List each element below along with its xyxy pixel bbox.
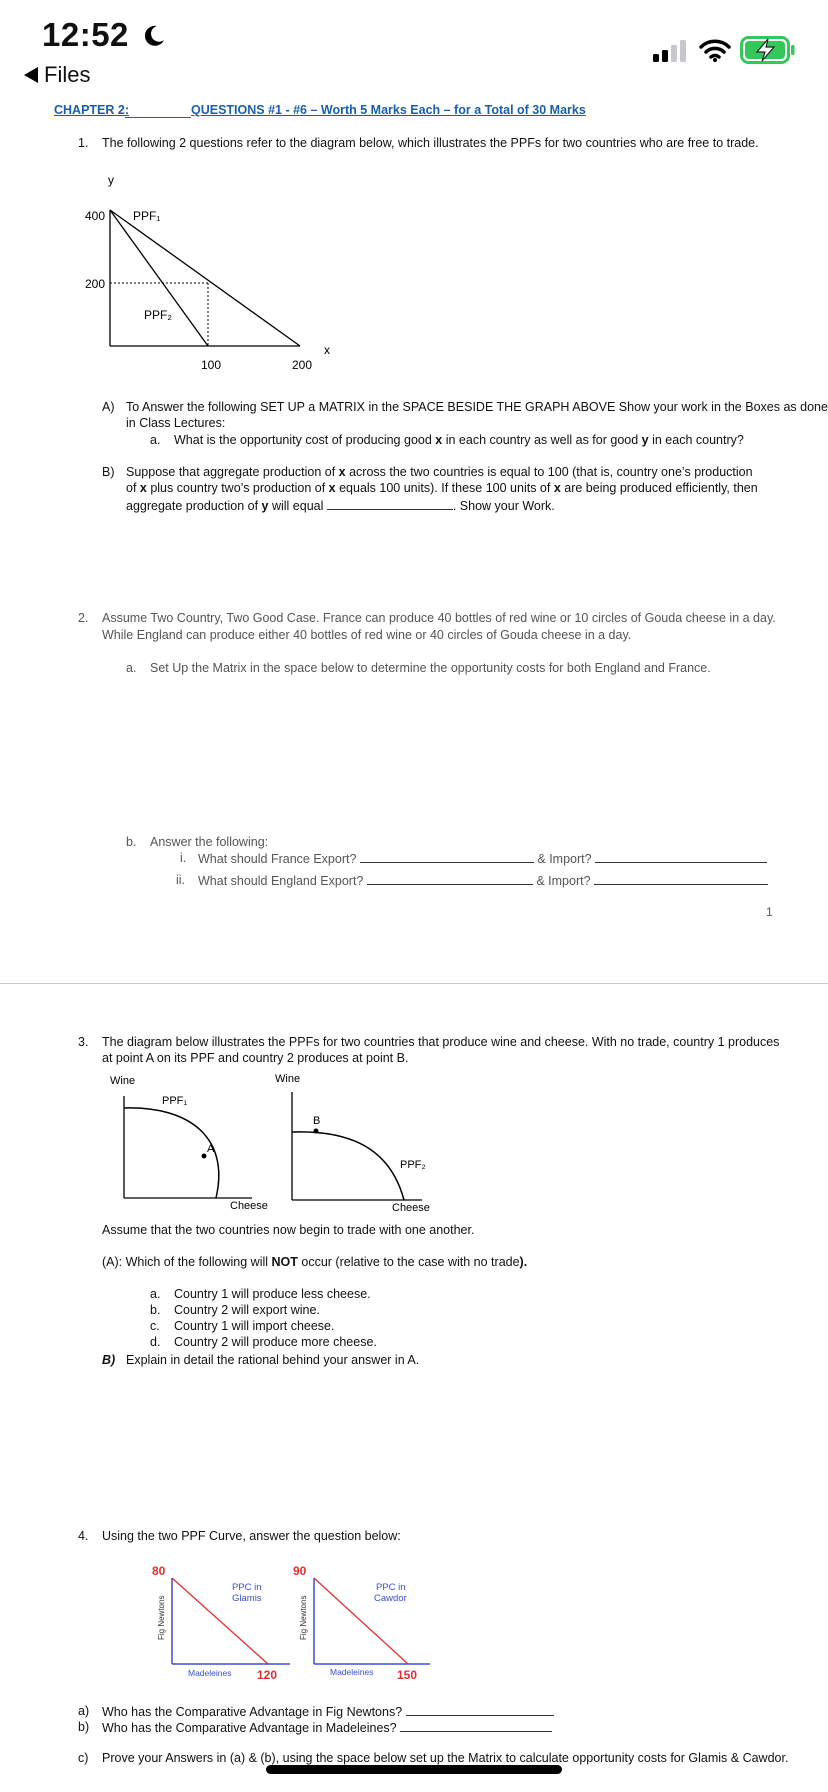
q4-g1-y-axis-label: Fig Newtons xyxy=(157,1595,166,1640)
q2-line2: While England can produce either 40 bottles of red wine or 40 circles of Gouda cheese in a day. xyxy=(102,628,632,642)
q2-england-import-blank[interactable] xyxy=(594,872,768,885)
q4-a-answer-blank[interactable] xyxy=(406,1703,554,1716)
q1-text: The following 2 questions refer to the diagram below, which illustrates the PPFs for two countries who are free to trade. xyxy=(102,136,759,150)
q1-y-axis-label: y xyxy=(108,173,114,187)
q2-i-label: i. xyxy=(180,851,187,865)
q4-g1-title-l2: Glamis xyxy=(232,1593,262,1604)
q4-g2-x-label: Madeleines xyxy=(330,1667,374,1677)
q3-ppf-graphs xyxy=(100,1068,460,1218)
page-divider xyxy=(0,983,828,984)
back-to-files-button[interactable]: Files xyxy=(24,62,90,88)
q1-ppf1-line xyxy=(110,210,300,346)
chapter-link[interactable]: CHAPTER 2: xyxy=(54,103,130,117)
q1-a-line1: To Answer the following SET UP a MATRIX in the SPACE BESIDE THE GRAPH ABOVE Show your work in the Boxes as done xyxy=(126,400,828,414)
home-indicator[interactable] xyxy=(266,1765,562,1774)
q1-number: 1. xyxy=(78,136,89,150)
q4-ppc-graphs xyxy=(150,1558,450,1683)
q3-wine2-label: Wine xyxy=(275,1073,301,1085)
q1-b-line2: of x plus country two’s production of x equals 100 units). If these 100 units of x are being produced efficiently, then xyxy=(126,481,758,495)
q4-g1-y-value: 80 xyxy=(152,1564,166,1578)
q1-b-answer-blank[interactable] xyxy=(327,497,453,510)
q4-g1-x-value: 120 xyxy=(257,1668,278,1682)
q4-g2-y-value: 90 xyxy=(293,1564,307,1578)
q1-b-line1: Suppose that aggregate production of x across the two countries is equal to 100 (that is, country one’s production xyxy=(126,465,753,479)
back-triangle-icon xyxy=(24,67,38,83)
q4-number: 4. xyxy=(78,1529,89,1543)
cellular-signal-icon xyxy=(652,40,688,62)
q1-b-line3: aggregate production of y will equal . Show your Work. xyxy=(126,499,555,513)
q4-a-text: Who has the Comparative Advantage in Fig Newtons? xyxy=(102,1703,554,1720)
q3-point-b-label: B xyxy=(313,1115,321,1127)
q1-b-label: B) xyxy=(102,465,115,479)
q2-a-text: Set Up the Matrix in the space below to determine the opportunity costs for both England and France. xyxy=(150,661,711,675)
q3-wine1-label: Wine xyxy=(110,1075,136,1087)
q3-point-a-label: A xyxy=(207,1143,215,1155)
q1-x100-label: 100 xyxy=(201,358,222,372)
wifi-icon xyxy=(699,38,731,62)
questions-link[interactable]: QUESTIONS #1 - #6 – Worth 5 Marks Each – for a Total of 30 Marks xyxy=(191,103,586,117)
q4-g1-x-label: Madeleines xyxy=(188,1668,232,1678)
q3-ppf2-curve xyxy=(292,1132,404,1200)
battery-charging-icon xyxy=(740,36,796,64)
q4-g1-title-l1: PPC in xyxy=(232,1582,262,1593)
q1-a-sub-text: What is the opportunity cost of producing good x in each country as well as for good y in each country? xyxy=(174,433,744,447)
q3-line1: The diagram below illustrates the PPFs for two countries that produce wine and cheese. With no trade, country 1 produces xyxy=(102,1035,780,1049)
q1-a-sub-label: a. xyxy=(150,433,161,447)
q3-line2: at point A on its PPF and country 2 produces at point B. xyxy=(102,1051,409,1065)
q4-b-label: b) xyxy=(78,1720,90,1734)
q2-ii-label: ii. xyxy=(176,873,186,887)
q3-cheese2-label: Cheese xyxy=(392,1202,430,1214)
q1-ppf2-line xyxy=(110,210,208,346)
q3-ppf2-label: PPF₂ xyxy=(400,1159,426,1171)
q2-i-text: What should France Export? & Import? xyxy=(198,850,767,867)
q1-x-axis-label: x xyxy=(324,343,330,357)
q3-cheese1-label: Cheese xyxy=(230,1200,268,1212)
q3-b-text: Explain in detail the rational behind your answer in A. xyxy=(126,1353,420,1367)
q4-c-text: Prove your Answers in (a) & (b), using the space below set up the Matrix to calculate opportunity costs for Glamis & Cawdor. xyxy=(102,1751,789,1765)
q4-c-label: c) xyxy=(78,1751,89,1765)
q1-x200-label: 200 xyxy=(292,358,313,372)
q4-text: Using the two PPF Curve, answer the question below: xyxy=(102,1529,401,1543)
q1-y400-label: 400 xyxy=(85,209,106,223)
q1-a-label: A) xyxy=(102,400,115,414)
q3-number: 3. xyxy=(78,1035,89,1049)
q1-y200-label: 200 xyxy=(85,277,106,291)
q2-a-label: a. xyxy=(126,661,137,675)
q3-ppf1-label: PPF₁ xyxy=(162,1095,188,1107)
chapter-underline-gap xyxy=(125,117,191,118)
q1-ppf2-label: PPF₂ xyxy=(144,308,172,322)
q4-b-answer-blank[interactable] xyxy=(400,1719,552,1732)
q3-assume: Assume that the two countries now begin to trade with one another. xyxy=(102,1223,475,1237)
q1-a-line2: in Class Lectures: xyxy=(126,416,226,430)
q2-england-export-blank[interactable] xyxy=(367,872,533,885)
q4-b-text: Who has the Comparative Advantage in Madeleines? xyxy=(102,1719,552,1736)
q3-a-question: (A): Which of the following will NOT occur (relative to the case with no trade). xyxy=(102,1255,528,1269)
q4-g2-title-l2: Cawdor xyxy=(374,1593,407,1604)
q2-france-import-blank[interactable] xyxy=(595,850,767,863)
status-time: 12:52 xyxy=(42,16,167,54)
q2-b-text: Answer the following: xyxy=(150,835,269,849)
q3-b-label: B) xyxy=(102,1353,116,1367)
moon-icon xyxy=(141,23,167,49)
q2-b-label: b. xyxy=(126,835,137,849)
q4-a-label: a) xyxy=(78,1704,90,1718)
q2-ii-text: What should England Export? & Import? xyxy=(198,872,768,889)
q2-line1: Assume Two Country, Two Good Case. France can produce 40 bottles of red wine or 10 circles of Gouda cheese in a day. xyxy=(102,611,776,625)
q3-point-a xyxy=(202,1154,207,1159)
q3-ppf1-curve xyxy=(124,1108,219,1198)
q3-point-b xyxy=(314,1129,319,1134)
q4-g2-y-axis-label: Fig Newtons xyxy=(299,1595,308,1640)
q2-france-export-blank[interactable] xyxy=(360,850,534,863)
q4-g2-x-value: 150 xyxy=(397,1668,418,1682)
q3-option-a[interactable]: a. Country 1 will produce less cheese. xyxy=(150,1287,371,1301)
q1-ppf1-label: PPF₁ xyxy=(133,209,161,223)
q3-options xyxy=(150,1286,377,1350)
page-number: 1 xyxy=(766,905,773,919)
q1-ppf-graph xyxy=(78,170,348,380)
q2-number: 2. xyxy=(78,611,89,625)
q4-g2-title-l1: PPC in xyxy=(376,1582,406,1593)
q3-option-d[interactable]: d. Country 2 will produce more cheese. xyxy=(150,1335,377,1349)
q3-option-b[interactable]: b. Country 2 will export wine. xyxy=(150,1303,320,1317)
q3-option-c[interactable]: c. Country 1 will import cheese. xyxy=(150,1319,335,1333)
